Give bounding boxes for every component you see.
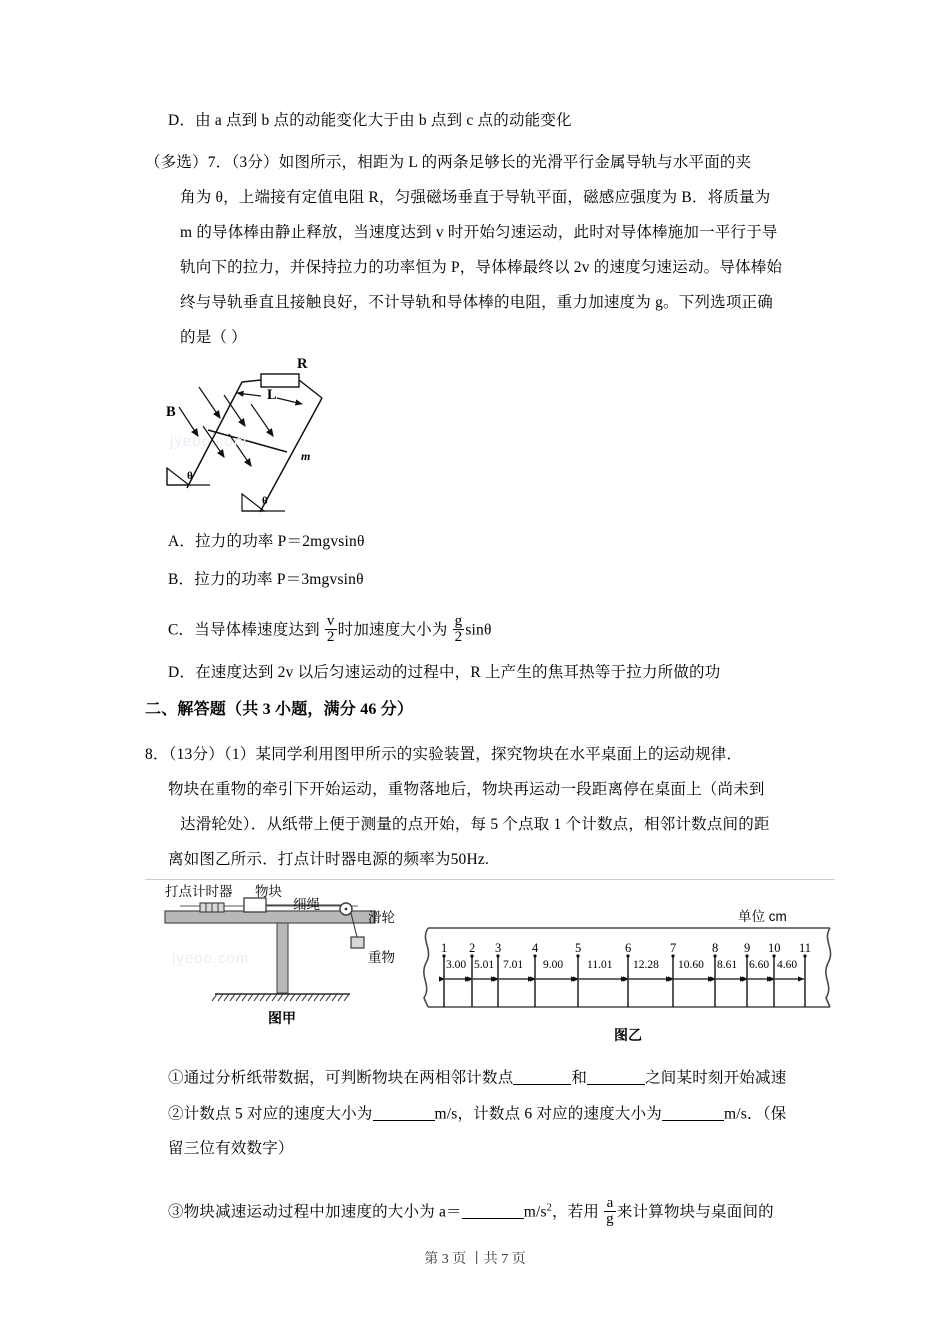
q7-option-a: A．拉力的功率 P＝2mgvsinθ	[168, 533, 365, 550]
fraction-numerator: g	[454, 613, 463, 629]
q7-stem-line-4: 轨向下的拉力，并保持拉力的功率恒为 P，导体棒最终以 2v 的速度匀速运动。导体棒始	[180, 259, 783, 276]
q7-option-c-suffix: sinθ	[465, 621, 492, 639]
q7-stem-line-6: 的是（ ）	[180, 329, 247, 346]
tape-point-number: 5	[575, 941, 582, 955]
q8-sub-1-text-a: ①通过分析纸带数据，可判断物块在两相邻计数点	[168, 1069, 514, 1087]
q8-figure-yi-svg	[420, 923, 840, 1033]
fraction-v-over-2	[325, 614, 337, 646]
tape-point-number: 11	[799, 941, 812, 955]
q7-option-c	[168, 614, 492, 646]
tape-point-number: 8	[712, 941, 719, 955]
fraction-denominator: 2	[326, 629, 335, 646]
tape-interval-value: 3.00	[446, 959, 467, 971]
tape-point-number: 9	[744, 941, 751, 955]
label-mass-m: m	[301, 449, 311, 463]
q8-sub-3-unit: m/s	[523, 1203, 547, 1221]
tape-interval-value: 6.60	[749, 959, 770, 971]
q7-stem-line-5: 终与导轨垂直且接触良好，不计导轨和导体棒的电阻，重力加速度为 g。下列选项正确	[180, 294, 773, 311]
label-pulley: 滑轮	[368, 910, 395, 925]
label-resistor-r: R	[297, 356, 308, 372]
tape-interval-value: 11.01	[587, 959, 613, 971]
fraction-denominator: g	[606, 1211, 614, 1228]
q7-option-d: D．在速度达到 2v 以后匀速运动的过程中，R 上产生的焦耳热等于拉力所做的功	[168, 664, 721, 681]
tape-interval-value: 4.60	[777, 959, 798, 971]
label-length-l: L	[267, 387, 277, 403]
q7-stem-line-2: 角为 θ，上端接有定值电阻 R，匀强磁场垂直于导轨平面，磁感应强度为 B．将质量为	[180, 189, 771, 206]
section-2-heading: 二、解答题（共 3 小题，满分 46 分）	[145, 701, 414, 718]
tape-point-number: 10	[768, 941, 781, 955]
tape-interval-value: 7.01	[503, 959, 524, 971]
q8-stem-line-2: 物块在重物的牵引下开始运动，重物落地后，物块再运动一段距离停在桌面上（尚未到	[168, 781, 765, 798]
q8-sub-2-text-b: m/s，计数点 6 对应的速度大小为	[434, 1105, 663, 1123]
label-angle-theta-1: θ	[187, 470, 193, 482]
label-field-b: B	[166, 404, 176, 420]
q7-option-c-prefix: C．当导体棒速度达到	[168, 621, 320, 639]
tape-interval-value: 9.00	[543, 959, 564, 971]
tape-point-number: 7	[670, 941, 677, 955]
q7-stem-line-3: m 的导体棒由静止释放，当速度达到 v 时开始匀速运动，此时对导体棒施加一平行于导	[180, 224, 778, 241]
label-block: 物块	[255, 884, 282, 899]
answer-blank-2[interactable]	[587, 1068, 645, 1085]
tape-interval-value: 12.28	[633, 959, 659, 971]
tape-point-number: 3	[495, 941, 502, 955]
page-footer: 第 3 页 丨共 7 页	[424, 1252, 526, 1267]
fraction-g-over-2	[453, 614, 465, 646]
q7-rails-figure	[165, 356, 495, 520]
label-unit-cm: 单位 cm	[738, 909, 787, 924]
q8-figure-yi	[420, 905, 840, 1043]
fraction-a-over-g	[604, 1196, 616, 1228]
label-angle-theta-2: θ	[262, 495, 268, 507]
caption-figure-jia: 图甲	[268, 1010, 296, 1026]
answer-blank-4[interactable]	[662, 1104, 724, 1121]
answer-blank-5[interactable]	[462, 1202, 524, 1219]
tape-interval-value: 10.60	[678, 959, 704, 971]
watermark: jyeoo.com	[170, 433, 248, 450]
q8-sub-3-text-a: ③物块减速运动过程中加速度的大小为 a＝	[168, 1203, 462, 1221]
q8-stem-line-3: 达滑轮处）．从纸带上便于测量的点开始，每 5 个点取 1 个计数点，相邻计数点间的距	[180, 816, 770, 833]
q8-stem-line-4: 离如图乙所示．打点计时器电源的频率为50Hz.	[168, 851, 490, 868]
label-timer: 打点计时器	[165, 884, 233, 899]
q8-sub-1-text-b: 和	[571, 1069, 588, 1087]
q8-sub-2-cont: 留三位有效数字）	[168, 1140, 294, 1157]
q8-stem-line-1: 8．（13分）（1）某同学利用图甲所示的实验装置，探究物块在水平桌面上的运动规律．	[145, 746, 743, 763]
label-string: 细绳	[293, 897, 320, 912]
tape-point-number: 2	[469, 941, 476, 955]
q7-option-b: B．拉力的功率 P＝3mgvsinθ	[168, 571, 364, 588]
tape-interval-value: 8.61	[717, 959, 738, 971]
tape-point-number: 4	[532, 941, 539, 955]
q8-sub-3-unit-exponent: 2	[546, 1202, 552, 1214]
fraction-numerator: a	[604, 1196, 616, 1212]
q8-sub-3-text-b: ，若用	[551, 1203, 600, 1221]
watermark: jyeoo.com	[172, 950, 250, 967]
tape-point-number: 1	[441, 941, 448, 955]
q8-sub-3	[168, 1196, 774, 1228]
q6-option-d: D．由 a 点到 b 点的动能变化大于由 b 点到 c 点的动能变化	[168, 112, 572, 129]
fraction-numerator: v	[326, 613, 335, 629]
q8-sub-2	[168, 1104, 786, 1124]
label-weight: 重物	[368, 950, 395, 965]
q8-sub-1-text-c: 之间某时刻开始减速	[645, 1069, 787, 1087]
fraction-denominator: 2	[454, 629, 463, 646]
q8-sub-3-text-c: 来计算物块与桌面间的	[616, 1203, 774, 1221]
tape-point-number: 6	[625, 941, 632, 955]
caption-figure-yi: 图乙	[614, 1027, 642, 1043]
q7-option-c-mid: 时加速度大小为	[337, 621, 448, 639]
answer-blank-1[interactable]	[513, 1068, 571, 1085]
q8-sub-1	[168, 1068, 786, 1088]
q8-sub-2-text-c: m/s．（保	[724, 1105, 787, 1123]
figure-divider-top	[145, 879, 835, 880]
q7-stem-line-1: （多选）7．（3分）如图所示，相距为 L 的两条足够长的光滑平行金属导轨与水平面的夹	[145, 154, 752, 171]
q8-figure-jia	[160, 884, 450, 1024]
tape-interval-value: 5.01	[474, 959, 495, 971]
q8-sub-2-text-a: ②计数点 5 对应的速度大小为	[168, 1105, 373, 1123]
answer-blank-3[interactable]	[373, 1104, 435, 1121]
